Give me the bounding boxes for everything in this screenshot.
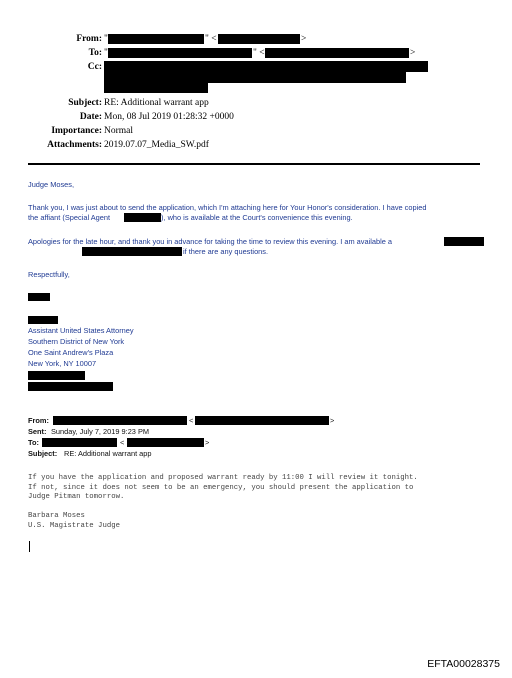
quoted-to-label: To: [28, 438, 39, 447]
header-subject-label: Subject: [68, 98, 102, 108]
quoted-sent-value: Sunday, July 7, 2019 9:23 PM [51, 427, 150, 436]
redaction-quoted-to-name [42, 438, 117, 447]
header-subject-value: RE: Additional warrant app [104, 98, 209, 108]
redaction-to-email [265, 48, 409, 58]
reply-p1-line2a: the affiant (Special Agent [28, 213, 111, 222]
header-date-value: Mon, 08 Jul 2019 01:28:32 +0000 [104, 112, 234, 122]
redaction-sig-phone [28, 371, 85, 380]
sig-title: Assistant United States Attorney [28, 326, 134, 335]
header-importance-value: Normal [104, 126, 134, 136]
document-id: EFTA00028375 [427, 658, 500, 670]
quoted-sent-label: Sent: [28, 427, 47, 436]
reply-p1-line1: Thank you, I was just about to send the application, which I'm attaching here for Your Honor's consideration. I have copied [28, 203, 427, 212]
quoted-sig-title: U.S. Magistrate Judge [28, 521, 120, 530]
redaction-phone-b [82, 247, 182, 256]
header-cc-label: Cc: [87, 62, 102, 72]
reply-p2-line1: Apologies for the late hour, and thank you in advance for taking the time to review this evening. I am available a [28, 237, 393, 246]
reply-closing: Respectfully, [28, 270, 70, 279]
header-divider [28, 163, 480, 165]
redaction-phone-a [444, 237, 484, 246]
header-from-end: > [301, 34, 307, 44]
quoted-subject-label: Subject: [28, 449, 58, 458]
header-to-end: > [410, 48, 416, 58]
reply-greeting: Judge Moses, [28, 180, 75, 189]
text-cursor [29, 541, 30, 552]
redaction-sig-email [28, 382, 113, 391]
header-from-sep: " < [205, 34, 217, 44]
quoted-body-line1: If you have the application and proposed warrant ready by 11:00 I will review it tonight. [28, 474, 418, 482]
redaction-cc-line1 [104, 61, 428, 72]
redaction-cc-line3 [104, 83, 208, 93]
reply-p1-line2b: ), who is available at the Court's convenience this evening. [161, 213, 353, 222]
header-to-sep: " < [253, 48, 265, 58]
redaction-agent-name [124, 213, 161, 222]
quoted-from-end: > [330, 416, 335, 425]
redaction-from-email [218, 34, 300, 44]
redaction-cc-line2 [104, 72, 406, 83]
quoted-from-sep: < [189, 416, 194, 425]
redaction-quoted-from-email [195, 416, 329, 425]
sig-address: One Saint Andrew's Plaza [28, 348, 114, 357]
header-attachments-value[interactable]: 2019.07.07_Media_SW.pdf [104, 140, 209, 150]
quoted-from-label: From: [28, 416, 49, 425]
quoted-to-sep: < [120, 438, 125, 447]
quoted-body-line2: If not, since it does not seem to be an emergency, you should present the application to [28, 483, 414, 492]
header-from-quote: " [104, 34, 108, 44]
redaction-to-name [108, 48, 252, 58]
header-to-quote: " [104, 48, 108, 58]
quoted-sig-name: Barbara Moses [28, 512, 85, 520]
quoted-to-end: > [205, 438, 210, 447]
sig-office: Southern District of New York [28, 337, 125, 346]
redaction-quoted-to-email [127, 438, 204, 447]
redaction-from-name [108, 34, 204, 44]
redaction-signer-name [28, 316, 58, 324]
redaction-signer-initials [28, 293, 50, 301]
reply-p2-line2: if there are any questions. [183, 247, 269, 256]
sig-city: New York, NY 10007 [28, 359, 97, 368]
header-from-label: From: [76, 34, 102, 44]
quoted-body-line3: Judge Pitman tomorrow. [28, 493, 125, 502]
header-attachments-label: Attachments: [47, 140, 102, 150]
header-to-label: To: [88, 48, 102, 58]
header-date-label: Date: [79, 112, 102, 122]
quoted-subject-value: RE: Additional warrant app [64, 449, 152, 458]
header-importance-label: Importance: [51, 126, 102, 136]
redaction-quoted-from-name [53, 416, 187, 425]
